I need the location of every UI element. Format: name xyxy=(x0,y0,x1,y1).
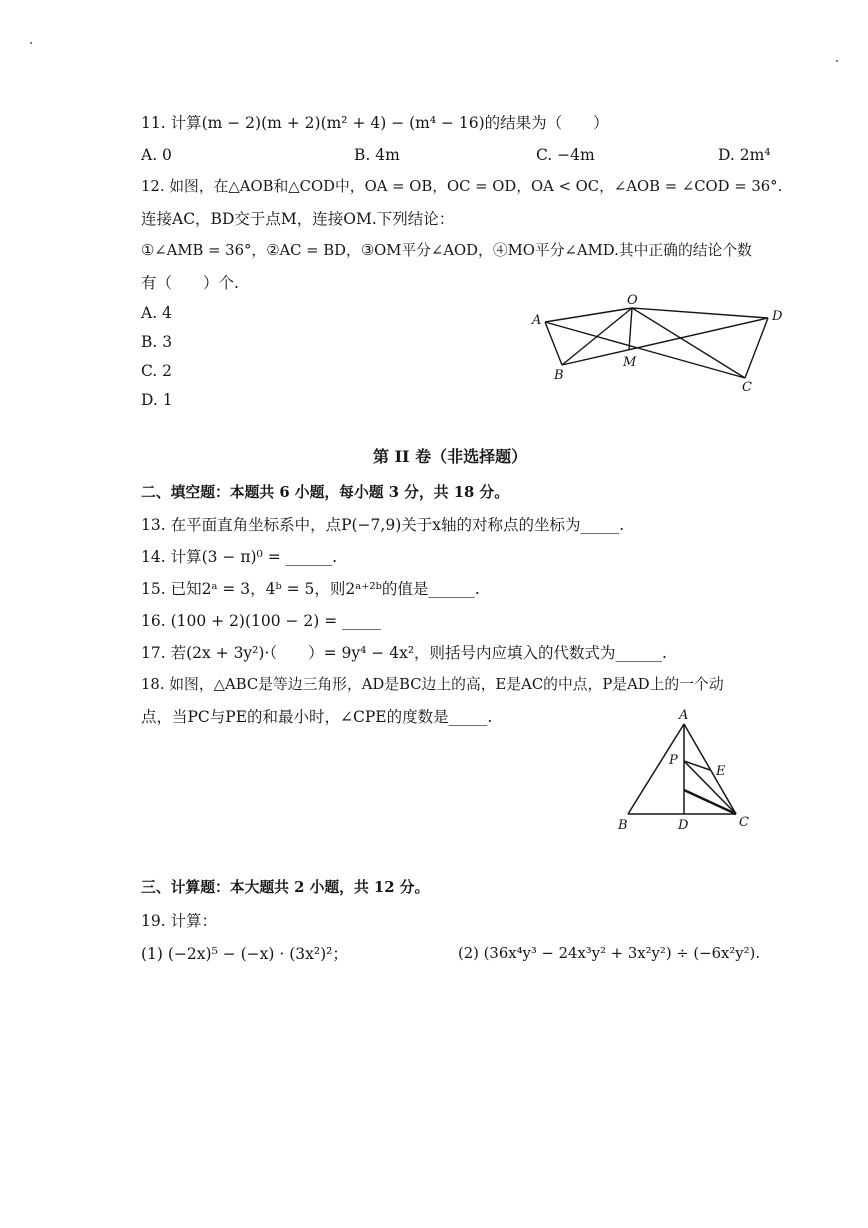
segment-ab xyxy=(545,322,562,365)
q17: 17. 若(2x + 3y²)·（ ）= 9y⁴ − 4x²，则括号内应填入的代数式为______. xyxy=(141,644,667,662)
fill-blank-section-header: 二、填空题：本题共 6 小题，每小题 3 分，共 18 分。 xyxy=(141,484,510,501)
label-d: D xyxy=(772,309,783,324)
label-a: A xyxy=(679,708,689,723)
segment-bd xyxy=(562,318,768,365)
segment-dc xyxy=(745,318,768,378)
segment-ao xyxy=(545,308,632,322)
segment-ab xyxy=(628,724,684,814)
q11-option-b: B. 4m xyxy=(354,146,400,164)
label-a: A xyxy=(532,313,542,328)
q12-figure xyxy=(520,288,800,393)
label-p: P xyxy=(669,753,678,768)
q12-line4: 有（ ）个. xyxy=(141,274,239,292)
q18-line2: 点，当PC与PE的和最小时，∠CPE的度数是_____. xyxy=(141,708,493,726)
q19-part2: (2) (36x⁴y³ − 24x³y² + 3x²y²) ÷ (−6x²y²). xyxy=(458,945,761,962)
q12-option-b: B. 3 xyxy=(141,333,173,351)
q12-option-a: A. 4 xyxy=(141,304,172,322)
q12-option-d: D. 1 xyxy=(141,391,173,409)
q11-option-a: A. 0 xyxy=(141,146,172,164)
calc-section-header: 三、计算题：本大题共 2 小题，共 12 分。 xyxy=(141,879,430,896)
label-c: C xyxy=(742,380,752,393)
label-c: C xyxy=(739,815,749,830)
label-o: O xyxy=(627,293,638,308)
segment-oc xyxy=(632,308,745,378)
scan-speck xyxy=(836,60,838,62)
q12-line1: 12. 如图，在△AOB和△COD中，OA = OB，OC = OD，OA < OC，∠AOB = ∠COD = 36°. xyxy=(141,178,783,195)
q12-line2: 连接AC，BD交于点M，连接OM.下列结论： xyxy=(141,210,455,228)
label-m: M xyxy=(623,355,637,370)
q11-option-c: C. −4m xyxy=(536,146,595,164)
q12-option-c: C. 2 xyxy=(141,362,173,380)
segment-om xyxy=(629,308,632,350)
scan-speck xyxy=(30,42,32,44)
q12-line3: ①∠AMB = 36°，②AC = BD，③OM平分∠AOD，④MO平分∠AMD.其中正确的结论个数 xyxy=(141,242,752,259)
label-b: B xyxy=(554,368,564,383)
q11-option-d: D. 2m⁴ xyxy=(718,146,771,164)
part2-title: 第 II 卷（非选择题） xyxy=(373,447,528,466)
label-b: B xyxy=(618,818,628,833)
q18-line1: 18. 如图，△ABC是等边三角形，AD是BC边上的高，E是AC的中点，P是AD上的一个动 xyxy=(141,676,724,693)
q14: 14. 计算(3 − π)⁰ = ______. xyxy=(141,548,338,566)
segment-thick xyxy=(684,790,736,814)
q19-title: 19. 计算： xyxy=(141,912,218,930)
label-d: D xyxy=(678,818,689,833)
segment-od xyxy=(632,308,768,318)
q16: 16. (100 + 2)(100 − 2) = _____ xyxy=(141,612,381,630)
q18-figure xyxy=(612,706,762,834)
label-e: E xyxy=(716,764,726,779)
q13: 13. 在平面直角坐标系中，点P(−7,9)关于x轴的对称点的坐标为_____. xyxy=(141,516,625,534)
q19-part1: (1) (−2x)⁵ − (−x) · (3x²)²； xyxy=(141,945,348,963)
q11-stem: 11. 计算(m − 2)(m + 2)(m² + 4) − (m⁴ − 16)的结果为（ ） xyxy=(141,114,609,132)
q15: 15. 已知2ᵃ = 3，4ᵇ = 5，则2ᵃ⁺²ᵇ的值是______. xyxy=(141,580,480,598)
